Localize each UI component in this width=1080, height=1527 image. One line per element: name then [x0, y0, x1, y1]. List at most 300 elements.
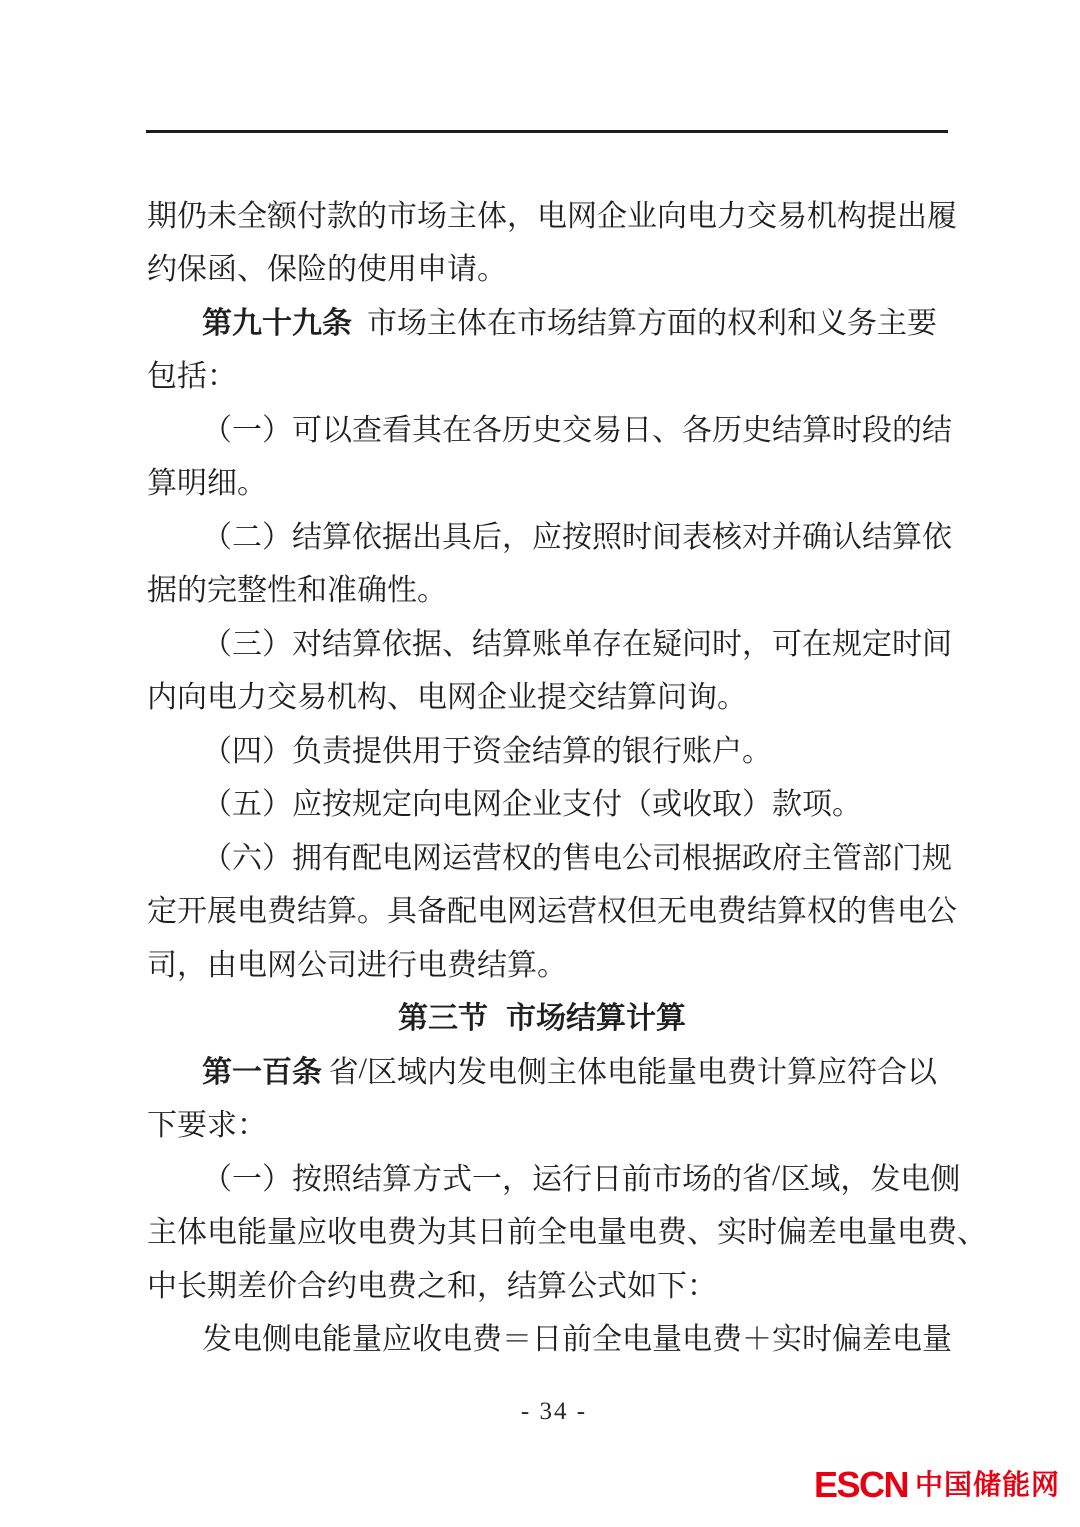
text-char: 全: [237, 199, 267, 233]
text-char: 营: [472, 841, 502, 875]
text-char: 量: [267, 1216, 297, 1250]
text-char: 发: [870, 1162, 901, 1196]
text-char: 公: [927, 895, 957, 929]
text-line: [147, 1203, 987, 1257]
text-char: 费: [927, 1216, 957, 1250]
text-char: 侧: [930, 1162, 961, 1196]
text-char: 量: [652, 1323, 682, 1357]
text-char: 力: [717, 199, 747, 233]
text-segment: 内向电力交易机构、电网企业提交结算问询。: [147, 681, 747, 715]
text-char: 的: [357, 199, 387, 233]
text-char: 应: [532, 520, 562, 554]
text-char: 向: [657, 199, 687, 233]
text-segment: 中长期差价合约电费之和，结算公式如下：: [147, 1269, 717, 1303]
text-char: 运: [442, 841, 472, 875]
text-char: 的: [697, 306, 727, 340]
text-char: （: [202, 520, 232, 554]
text-char: 规: [922, 841, 952, 875]
text-line: [147, 507, 952, 561]
text-char: 市: [652, 1162, 682, 1196]
text-char: 提: [867, 199, 897, 233]
text-char: 照: [322, 1162, 352, 1196]
text-char: 电: [477, 895, 507, 929]
text-char: 量: [922, 1323, 952, 1357]
text-char: 网: [567, 199, 597, 233]
text-char: 。: [357, 895, 387, 929]
text-char: 电: [487, 1055, 517, 1089]
text-char: 但: [627, 895, 657, 929]
text-char: 单: [562, 627, 592, 661]
text-char: 能: [637, 1055, 667, 1089]
text-char: 能: [237, 1216, 267, 1250]
text-char: 主: [547, 1055, 577, 1089]
text-char: 日: [592, 1162, 622, 1196]
text-char: 司: [652, 841, 682, 875]
text-char: 日: [622, 413, 652, 447]
text-char: 行: [562, 1162, 592, 1196]
text-char: ，: [840, 1162, 871, 1196]
text-char: 开: [177, 895, 207, 929]
text-char: 网: [507, 895, 537, 929]
text-char: 电: [442, 1323, 472, 1357]
text-char: 费: [267, 895, 297, 929]
text-char: 定: [147, 895, 177, 929]
text-char: 未: [207, 199, 237, 233]
text-segment: 第三节: [398, 1002, 488, 1036]
text-char: 结: [352, 1162, 382, 1196]
text-char: 符: [847, 1055, 877, 1089]
text-char: 营: [567, 895, 597, 929]
text-line: [147, 668, 937, 722]
text-char: 企: [597, 199, 627, 233]
text-line: [147, 775, 937, 829]
text-char: 为: [417, 1216, 447, 1250]
text-char: 备: [417, 895, 447, 929]
text-char: ）: [262, 627, 292, 661]
text-char: 的: [837, 895, 867, 929]
text-char: 确: [802, 520, 832, 554]
text-char: 电: [682, 1323, 712, 1357]
text-char: 售: [867, 895, 897, 929]
text-char: 电: [592, 841, 622, 875]
text-char: 侧: [262, 1323, 292, 1357]
text-char: 电: [567, 1216, 597, 1250]
text-char: 按: [292, 1162, 322, 1196]
text-char: 内: [427, 1055, 457, 1089]
text-char: 电: [292, 1323, 322, 1357]
text-char: 业: [627, 199, 657, 233]
text-char: 市: [387, 199, 417, 233]
text-char: 期: [147, 199, 177, 233]
text-char: 应: [297, 1216, 327, 1250]
text-char: 域: [397, 1055, 427, 1089]
text-char: 额: [267, 199, 297, 233]
text-char: 问: [682, 627, 712, 661]
text-char: 电: [900, 1162, 931, 1196]
text-char: 时: [712, 627, 742, 661]
text-char: /: [772, 1158, 781, 1192]
text-char: ，: [507, 199, 537, 233]
text-char: 体: [577, 1055, 607, 1089]
text-char: 电: [357, 1216, 387, 1250]
text-char: 电: [382, 841, 412, 875]
text-char: 据: [382, 520, 412, 554]
text-char: 体: [477, 199, 507, 233]
text-char: 场: [417, 199, 447, 233]
text-char: 核: [712, 520, 742, 554]
text-char: 展: [207, 895, 237, 929]
text-char: 结: [297, 895, 327, 929]
text-char: 其: [412, 413, 442, 447]
text-char: 管: [832, 841, 862, 875]
text-char: 省: [328, 1055, 359, 1089]
text-char: ）: [262, 1162, 292, 1196]
text-char: 费: [712, 1323, 742, 1357]
text-char: ，: [502, 1162, 532, 1196]
text-char: 日: [477, 1216, 507, 1250]
text-char: 费: [717, 895, 747, 929]
text-char: 时: [892, 627, 922, 661]
text-char: （: [202, 1162, 232, 1196]
text-char: ＋: [742, 1323, 772, 1357]
text-char: 存: [592, 627, 622, 661]
text-char: 电: [622, 1323, 652, 1357]
text-char: 发: [457, 1055, 487, 1089]
text-char: 权: [597, 895, 627, 929]
text-line: [147, 1310, 952, 1364]
text-char: 段: [862, 413, 892, 447]
text-char: 结: [577, 306, 607, 340]
text-char: 配: [447, 895, 477, 929]
text-char: 算: [892, 520, 922, 554]
text-char: 应: [817, 1055, 847, 1089]
text-char: ，: [742, 627, 772, 661]
text-char: 认: [832, 520, 862, 554]
text-char: 据: [712, 841, 742, 875]
text-char: 算: [322, 520, 352, 554]
text-char: ＝: [502, 1323, 532, 1357]
text-char: 配: [352, 841, 382, 875]
text-char: 差: [807, 1216, 837, 1250]
text-char: 量: [667, 1055, 697, 1089]
text-char: ）: [262, 520, 292, 554]
text-char: 后: [472, 520, 502, 554]
text-char: 时: [747, 1216, 777, 1250]
text-char: 场: [547, 306, 577, 340]
text-char: 全: [537, 1216, 567, 1250]
text-char: 能: [322, 1323, 352, 1357]
text-char: 可: [772, 627, 802, 661]
text-char: 照: [592, 520, 622, 554]
text-char: 应: [382, 1323, 412, 1357]
text-char: 全: [592, 1323, 622, 1357]
text-char: 主: [802, 841, 832, 875]
text-line: [147, 1096, 937, 1150]
text-line: [147, 614, 952, 668]
header-rule: [146, 130, 948, 133]
text-char: 电: [207, 1216, 237, 1250]
text-char: 差: [862, 1323, 892, 1357]
text-char: 条: [322, 306, 352, 340]
text-char: 计: [757, 1055, 787, 1089]
text-char: 查: [352, 413, 382, 447]
text-char: 依: [922, 520, 952, 554]
text-line: [147, 1149, 961, 1203]
text-segment: 下要求：: [147, 1109, 267, 1143]
text-char: 十: [262, 306, 292, 340]
escn-logo-cjk: 中国储能网: [914, 1469, 1060, 1500]
text-char: 算: [777, 895, 807, 929]
text-char: 对: [742, 520, 772, 554]
text-char: 方: [412, 1162, 442, 1196]
text-char: 算: [787, 1055, 817, 1089]
text-char: 九: [292, 306, 322, 340]
text-char: 拥: [292, 841, 322, 875]
text-char: 合: [877, 1055, 907, 1089]
text-char: 算: [502, 627, 532, 661]
text-char: 第: [202, 306, 232, 340]
text-char: 算: [382, 1162, 412, 1196]
text-char: 电: [232, 1323, 262, 1357]
text-char: 的: [532, 841, 562, 875]
text-char: 结: [322, 627, 352, 661]
text-char: 以: [322, 413, 352, 447]
text-char: 看: [382, 413, 412, 447]
text-char: 账: [532, 627, 562, 661]
text-char: 百: [262, 1055, 292, 1089]
text-char: 其: [447, 1216, 477, 1250]
text-char: 算: [802, 413, 832, 447]
text-char: 量: [597, 1216, 627, 1250]
text-char: 区: [780, 1162, 811, 1196]
text-char: 公: [622, 841, 652, 875]
text-char: 义: [817, 306, 847, 340]
text-char: 结: [862, 520, 892, 554]
text-char: 电: [607, 1055, 637, 1089]
text-char: 有: [322, 841, 352, 875]
text-line: [147, 828, 952, 882]
text-char: 在: [802, 627, 832, 661]
text-char: 门: [892, 841, 922, 875]
text-segment: 包括：: [147, 360, 237, 394]
text-char: 主: [147, 1216, 177, 1250]
text-char: 在: [442, 413, 472, 447]
text-char: 按: [562, 520, 592, 554]
text-char: 一: [232, 1055, 262, 1089]
text-char: 前: [562, 1323, 592, 1357]
text-char: 权: [807, 895, 837, 929]
text-segment: 约保函、保险的使用申请。: [147, 253, 507, 287]
text-char: 域: [810, 1162, 841, 1196]
text-char: 款: [327, 199, 357, 233]
text-line: [147, 561, 937, 615]
text-char: 史: [742, 413, 772, 447]
text-char: 具: [442, 520, 472, 554]
text-char: 主: [447, 199, 477, 233]
text-char: 费: [657, 1216, 687, 1250]
text-char: 、: [442, 627, 472, 661]
text-char: 权: [502, 841, 532, 875]
text-char: 仍: [177, 199, 207, 233]
text-char: 交: [562, 413, 592, 447]
text-char: 六: [232, 841, 262, 875]
text-line: [147, 293, 937, 347]
text-segment: （五）应按规定向电网企业支付（或收取）款项。: [202, 788, 862, 822]
text-char: 第: [202, 1055, 232, 1089]
text-segment: 市场结算计算: [506, 1002, 686, 1036]
text-char: 费: [472, 1323, 502, 1357]
text-char: 出: [412, 520, 442, 554]
text-char: 表: [682, 520, 712, 554]
text-char: 区: [367, 1055, 397, 1089]
text-line: [147, 935, 937, 989]
text-line: [147, 347, 937, 401]
text-char: 售: [562, 841, 592, 875]
text-char: 各: [472, 413, 502, 447]
text-char: 政: [742, 841, 772, 875]
text-char: 网: [412, 841, 442, 875]
document-body: [147, 186, 987, 1363]
text-char: 主: [877, 306, 907, 340]
text-char: 省: [742, 1162, 772, 1196]
text-char: ）: [262, 841, 292, 875]
text-char: 定: [862, 627, 892, 661]
text-char: 面: [667, 306, 697, 340]
text-char: 结: [772, 413, 802, 447]
text-char: 并: [772, 520, 802, 554]
text-char: 易: [592, 413, 622, 447]
text-char: 电: [687, 199, 717, 233]
text-segment: 据的完整性和准确性。: [147, 574, 447, 608]
text-line: [147, 882, 957, 936]
text-char: 条: [292, 1055, 322, 1089]
text-char: 务: [847, 306, 877, 340]
text-char: 权: [727, 306, 757, 340]
text-char: 付: [297, 199, 327, 233]
text-char: 历: [502, 413, 532, 447]
text-char: 运: [532, 1162, 562, 1196]
text-line: [147, 989, 937, 1043]
text-char: 时: [802, 1323, 832, 1357]
text-char: 规: [832, 627, 862, 661]
text-char: 府: [772, 841, 802, 875]
text-char: 实: [772, 1323, 802, 1357]
text-char: 电: [237, 895, 267, 929]
text-char: 部: [862, 841, 892, 875]
text-char: 前: [622, 1162, 652, 1196]
text-line: [147, 240, 937, 294]
text-char: 三: [232, 627, 262, 661]
text-char: 一: [472, 1162, 502, 1196]
text-char: 可: [292, 413, 322, 447]
text-char: 依: [352, 520, 382, 554]
text-char: ）: [262, 413, 292, 447]
text-line: [147, 186, 957, 240]
text-char: 具: [387, 895, 417, 929]
text-char: 根: [682, 841, 712, 875]
text-char: 式: [442, 1162, 472, 1196]
text-char: 据: [412, 627, 442, 661]
text-char: 履: [927, 199, 957, 233]
text-char: 实: [717, 1216, 747, 1250]
text-char: 算: [327, 895, 357, 929]
escn-logo: [813, 1464, 1060, 1505]
text-char: 电: [537, 199, 567, 233]
text-char: 电: [697, 1055, 727, 1089]
text-char: 结: [747, 895, 777, 929]
text-char: 、: [957, 1216, 987, 1250]
text-char: （: [202, 413, 232, 447]
text-char: 、: [652, 413, 682, 447]
text-char: 方: [637, 306, 667, 340]
text-char: 场: [397, 306, 427, 340]
text-char: 算: [352, 627, 382, 661]
text-char: 对: [292, 627, 322, 661]
text-char: 依: [382, 627, 412, 661]
text-char: 电: [687, 895, 717, 929]
text-char: 史: [532, 413, 562, 447]
text-line: [147, 721, 937, 775]
text-char: 在: [622, 627, 652, 661]
text-char: 量: [352, 1323, 382, 1357]
text-char: 前: [507, 1216, 537, 1250]
text-char: 体: [457, 306, 487, 340]
text-char: 、: [687, 1216, 717, 1250]
text-char: 结: [292, 520, 322, 554]
text-char: 构: [837, 199, 867, 233]
text-line: [147, 1042, 937, 1096]
text-char: 日: [532, 1323, 562, 1357]
text-segment: 司，由电网公司进行电费结算。: [147, 948, 567, 982]
text-char: 以: [907, 1055, 937, 1089]
text-line: [147, 1256, 937, 1310]
text-char: 侧: [517, 1055, 547, 1089]
text-char: 主: [427, 306, 457, 340]
text-char: 机: [807, 199, 837, 233]
text-char: 间: [652, 520, 682, 554]
text-char: 电: [897, 895, 927, 929]
text-char: 各: [682, 413, 712, 447]
text-char: 要: [907, 306, 937, 340]
text-char: 的: [712, 1162, 742, 1196]
text-char: 电: [837, 1216, 867, 1250]
text-char: 收: [412, 1323, 442, 1357]
page-number: - 34 -: [520, 1398, 588, 1425]
text-char: 出: [897, 199, 927, 233]
text-char: 疑: [652, 627, 682, 661]
text-char: 和: [787, 306, 817, 340]
text-char: 易: [777, 199, 807, 233]
text-char: 二: [232, 520, 262, 554]
text-char: 费: [727, 1055, 757, 1089]
text-char: 无: [657, 895, 687, 929]
text-char: 场: [682, 1162, 712, 1196]
text-char: 市: [367, 306, 397, 340]
text-char: 历: [712, 413, 742, 447]
text-char: （: [202, 627, 232, 661]
text-char: 交: [747, 199, 777, 233]
text-char: （: [202, 841, 232, 875]
text-char: 运: [537, 895, 567, 929]
text-line: [147, 400, 952, 454]
text-char: 一: [232, 1162, 262, 1196]
text-char: 结: [472, 627, 502, 661]
text-char: 发: [202, 1323, 232, 1357]
text-char: 间: [922, 627, 952, 661]
text-char: 市: [517, 306, 547, 340]
text-char: /: [358, 1051, 367, 1085]
text-char: 一: [232, 413, 262, 447]
